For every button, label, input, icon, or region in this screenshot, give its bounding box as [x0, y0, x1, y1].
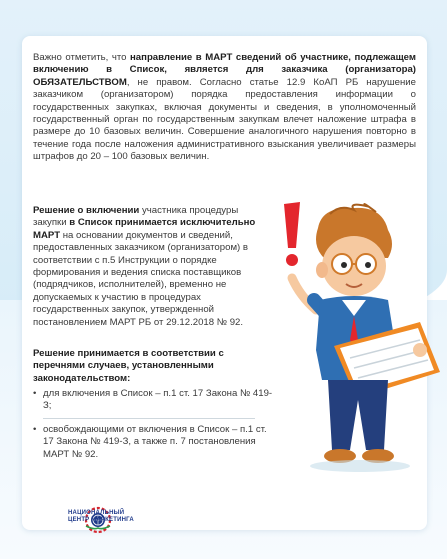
- decision-bold-1: Решение о включении: [33, 205, 140, 216]
- decision-paragraph: [33, 205, 273, 329]
- decision-text-2: на основании документов и сведений, предоставленных заказчиком (организатором) в соответствии с п.5 Инструкции о порядке формирования и ведения списка поставщиков (подрядчиков, исполнителей), временно не допускаемых к участию в процедурах государственных закупок, утвержденной постановлением МАРТ РБ от 29.12.2018 № 92.: [33, 229, 248, 328]
- intro-text-1: Важно отметить, что: [33, 52, 131, 63]
- list-divider: [43, 418, 255, 419]
- intro-bold: направление в МАРТ сведений об участнике, подлежащем включению в Список, является для заказчика (организатора) ОБЯЗАТЕЛЬСТВОМ: [33, 52, 416, 88]
- logo-line-1: НАЦИОНАЛЬНЫЙ: [68, 510, 125, 516]
- decision-bold-2: в Список принимается исключительно МАРТ: [33, 217, 256, 241]
- exclamation-mark-icon: [284, 202, 300, 266]
- intro-paragraph: [33, 52, 416, 164]
- cases-list: [33, 388, 273, 461]
- list-item: • для включения в Список – п.1 ст. 17 Закона № 419-З;: [33, 388, 273, 413]
- cases-heading: Решение принимается в соответствии с перечнями случаев, установленными законодательством:: [33, 348, 224, 384]
- logo-text: [68, 510, 134, 524]
- decision-text-1: участника процедуры закупки: [33, 205, 239, 229]
- list-item: • освобождающими от включения в Список – п.1 ст. 17 Закона № 419-З, а также п. 7 постановления МАРТ № 92.: [33, 424, 273, 461]
- intro-text-2: , не правом. Согласно статье 12.9 КоАП РБ нарушение заказчиком (организатором) порядка предоставления информации о государственных закупках, включая документы и сведения, в уполномоченный государственный орган по государственным закупкам влечет наложение штрафа в размере до 10 базовых величин. Совершение аналогичного нарушения повторно в течение года после наложения административного взыскания увеличивает размеры штрафов до 20 – 100 базовых величин.: [33, 76, 416, 163]
- boy-illustration-icon: [270, 200, 447, 480]
- logo-line-2: ЦЕНТР МАРКЕТИНГА: [68, 517, 134, 523]
